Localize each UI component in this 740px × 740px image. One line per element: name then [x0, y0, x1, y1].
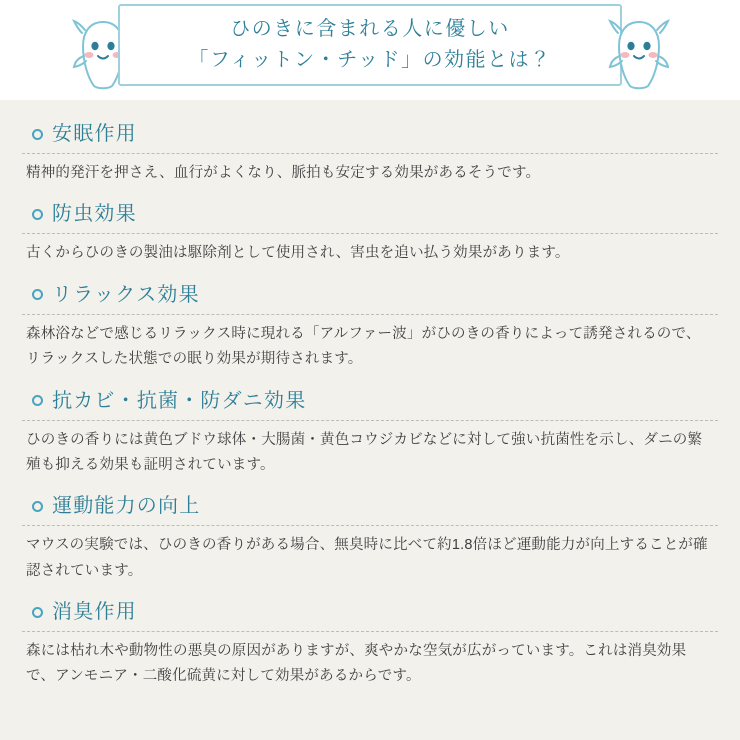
effect-section-2	[22, 194, 718, 268]
section-body: ひのきの香りには黄色ブドウ球体・大腸菌・黄色コウジカビなどに対して強い抗菌性を示し、ダニの繁殖も抑える効果も証明されています。	[26, 431, 703, 473]
section-header	[22, 194, 718, 231]
section-header	[22, 486, 718, 523]
circle-bullet-icon	[32, 129, 43, 140]
section-title: 抗カビ・抗菌・防ダニ効果	[52, 389, 307, 412]
section-body: マウスの実験では、ひのきの香りがある場合、無臭時に比べて約1.8倍ほど運動能力が向上することが確認されています。	[26, 537, 708, 579]
circle-bullet-icon	[32, 209, 43, 220]
section-body: 精神的発汗を押さえ、血行がよくなり、脈拍も安定する効果があるそうです。	[26, 165, 541, 181]
section-title: 消臭作用	[52, 601, 137, 623]
effects-list	[0, 100, 740, 692]
section-title: 防虫効果	[52, 203, 137, 226]
section-header	[22, 114, 718, 151]
effect-section-5	[22, 486, 718, 586]
section-header	[22, 275, 718, 312]
title-banner	[118, 4, 622, 86]
section-title: 運動能力の向上	[52, 495, 201, 518]
circle-bullet-icon	[32, 395, 43, 406]
title-line-1: ひのきに含まれる人に優しい	[230, 18, 510, 40]
section-title: リラックス効果	[52, 283, 200, 306]
section-body: 森林浴などで感じるリラックス時に現れる「アルファー波」がひのきの香りによって誘発されるので、リラックスした状態での眠り効果が期待されます。	[26, 325, 701, 368]
circle-bullet-icon	[32, 289, 43, 300]
effect-section-1	[22, 114, 718, 188]
page-header	[0, 0, 740, 100]
title-line-2: 「フィットン・チッド」の効能とは？	[188, 49, 552, 71]
effect-section-6	[22, 592, 718, 692]
circle-bullet-icon	[32, 607, 43, 618]
effect-section-3	[22, 275, 718, 375]
circle-bullet-icon	[32, 501, 43, 512]
section-title: 安眠作用	[52, 123, 137, 145]
section-body: 古くからひのきの製油は駆除剤として使用され、害虫を追い払う効果があります。	[26, 245, 570, 262]
mascot-right-icon	[608, 16, 670, 90]
section-body: 森には枯れ木や動物性の悪臭の原因がありますが、爽やかな空気が広がっています。これは消臭効果で、アンモニア・二酸化硫黄に対して効果があるからです。	[26, 643, 687, 685]
effect-section-4	[22, 381, 718, 481]
section-header	[22, 592, 718, 629]
section-header	[22, 381, 718, 418]
